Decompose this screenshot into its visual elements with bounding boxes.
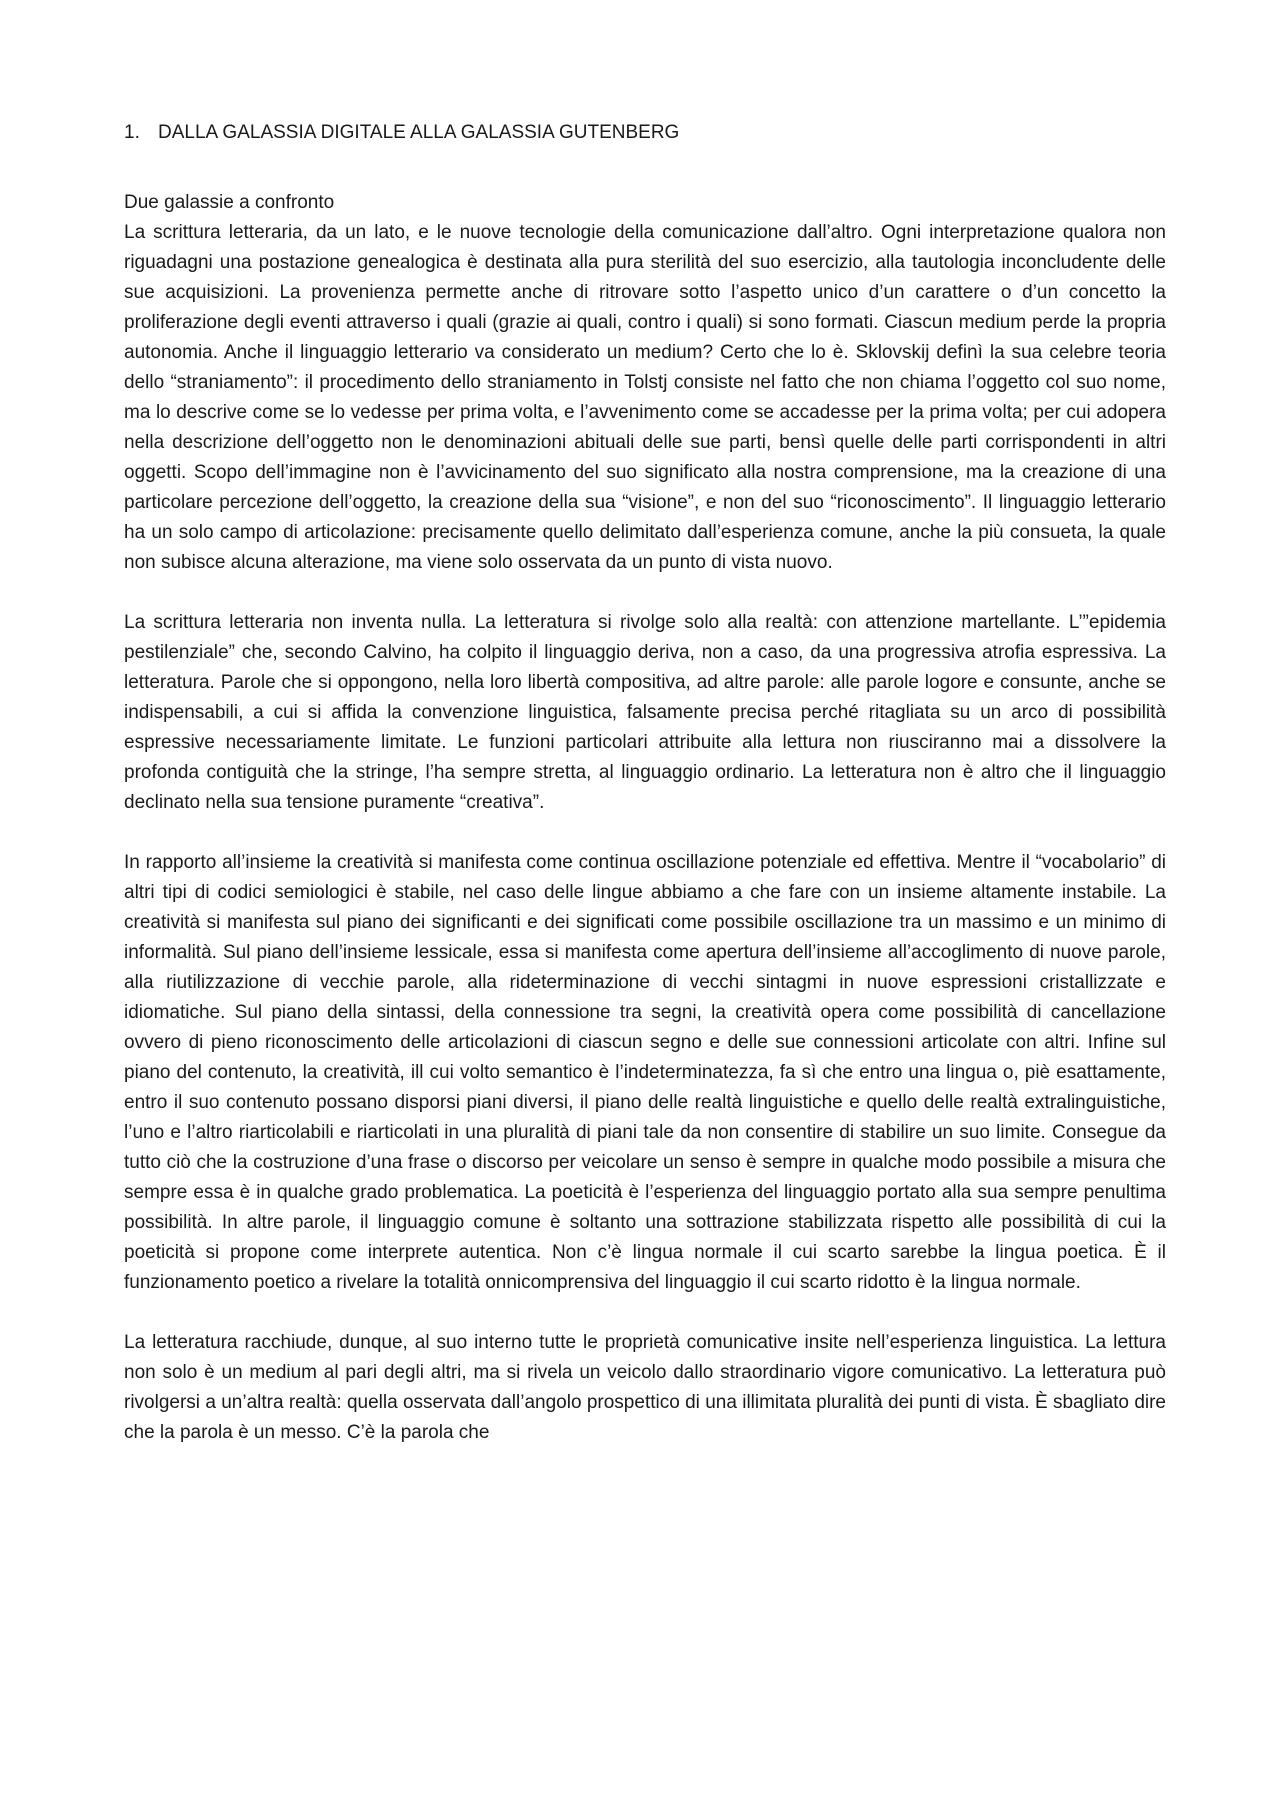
section-subheading: Due galassie a confronto xyxy=(124,192,335,213)
paragraph-3: In rapporto all’insieme la creatività si manifesta come continua oscillazione potenziale ed effettiva. Mentre il “vocabolario” di altri tipi di codici semiologici è stabile, nel caso delle lingue abbiamo a che fare con un insieme altamente instabile. La creatività si manifesta sul piano dei significanti e dei significati come possibile oscillazione tra un massimo e un minimo di informalità. Sul piano dell’insieme lessicale, essa si manifesta come apertura dell’insieme all’accoglimento di nuove parole, alla riutilizzazione di vecchie parole, alla rideterminazione di vecchi sintagmi in nuove espressioni cristallizzate e idiomatiche. Sul piano della sintassi, della connessione tra segni, la creatività opera come possibilità di cancellazione ovvero di pieno riconoscimento delle articolazioni di ciascun segno e delle sue connessioni articolate con altri. Infine sul piano del contenuto, la creatività, ill cui volto semantico è l’indeterminatezza, fa sì che entro una lingua o, piè esattamente, entro il suo contenuto possano disporsi piani diversi, il piano delle realtà linguistiche e quello delle realtà extralinguistiche, l’uno e l’altro riarticolabili e riarticolati in una pluralità di piani tale da non consentire di stabilire un suo limite. Consegue da tutto ciò che la costruzione d’una frase o discorso per veicolare un senso è sempre in qualche modo possibile a misura che sempre essa è in qualche grado problematica. La poeticità è l’esperienza del linguaggio portato alla sua sempre penultima possibilità. In altre parole, il linguaggio comune è soltanto una sottrazione stabilizzata rispetto alle possibilità di cui la poeticità si propone come interprete autentica. Non c’è lingua normale il cui scarto sarebbe la lingua poetica. È il funzionamento poetico a rivelare la totalità onnicomprensiva del linguaggio il cui scarto ridotto è la lingua normale. xyxy=(124,852,1166,1293)
chapter-number: 1. xyxy=(124,122,140,143)
paragraph-2: La scrittura letteraria non inventa nulla. La letteratura si rivolge solo alla realtà: con attenzione martellante. L’”epidemia pestilenziale” che, secondo Calvino, ha colpito il linguaggio deriva, non a caso, da una progressiva atrofia espressiva. La letteratura. Parole che si oppongono, nella loro libertà compositiva, ad altre parole: alle parole logore e consunte, anche se indispensabili, a cui si affida la convenzione linguistica, falsamente precisa perché ritagliata su un arco di possibilità espressive necessariamente limitate. Le funzioni particolari attribuite alla lettura non riusciranno mai a dissolvere la profonda contiguità che la stringe, l’ha sempre stretta, al linguaggio ordinario. La letteratura non è altro che il linguaggio declinato nella sua tensione puramente “creativa”. xyxy=(124,612,1166,813)
document-page xyxy=(124,118,1166,1448)
chapter-heading xyxy=(124,118,1166,148)
paragraph-1: La scrittura letteraria, da un lato, e le nuove tecnologie della comunicazione dall’altro. Ogni interpretazione qualora non riguadagni una postazione genealogica è destinata alla pura sterilità del suo esercizio, alla tautologia inconcludente delle sue acquisizioni. La provenienza permette anche di ritrovare sotto l’aspetto unico d’un carattere o d’un concetto la proliferazione degli eventi attraverso i quali (grazie ai quali, contro i quali) si sono formati. Ciascun medium perde la propria autonomia. Anche il linguaggio letterario va considerato un medium? Certo che lo è. Sklovskij definì la sua celebre teoria dello “straniamento”: il procedimento dello straniamento in Tolstj consiste nel fatto che non chiama l’oggetto col suo nome, ma lo descrive come se lo vedesse per prima volta, e l’avvenimento come se accadesse per la prima volta; per cui adopera nella descrizione dell’oggetto non le denominazioni abituali delle sue parti, bensì quelle delle parti corrispondenti in altri oggetti. Scopo dell’immagine non è l’avvicinamento del suo significato alla nostra comprensione, ma la creazione di una particolare percezione dell’oggetto, la creazione della sua “visione”, e non del suo “riconoscimento”. Il linguaggio letterario ha un solo campo di articolazione: precisamente quello delimitato dall’esperienza comune, anche la più consueta, la quale non subisce alcuna alterazione, ma viene solo osservata da un punto di vista nuovo. xyxy=(124,222,1166,573)
chapter-title: DALLA GALASSIA DIGITALE ALLA GALASSIA GUTENBERG xyxy=(158,122,680,143)
paragraph-4: La letteratura racchiude, dunque, al suo interno tutte le proprietà comunicative insite nell’esperienza linguistica. La lettura non solo è un medium al pari degli altri, ma si rivela un veicolo dallo straordinario vigore comunicativo. La letteratura può rivolgersi a un’altra realtà: quella osservata dall’angolo prospettico di una illimitata pluralità dei punti di vista. È sbagliato dire che la parola è un messo. C’è la parola che xyxy=(124,1332,1166,1443)
